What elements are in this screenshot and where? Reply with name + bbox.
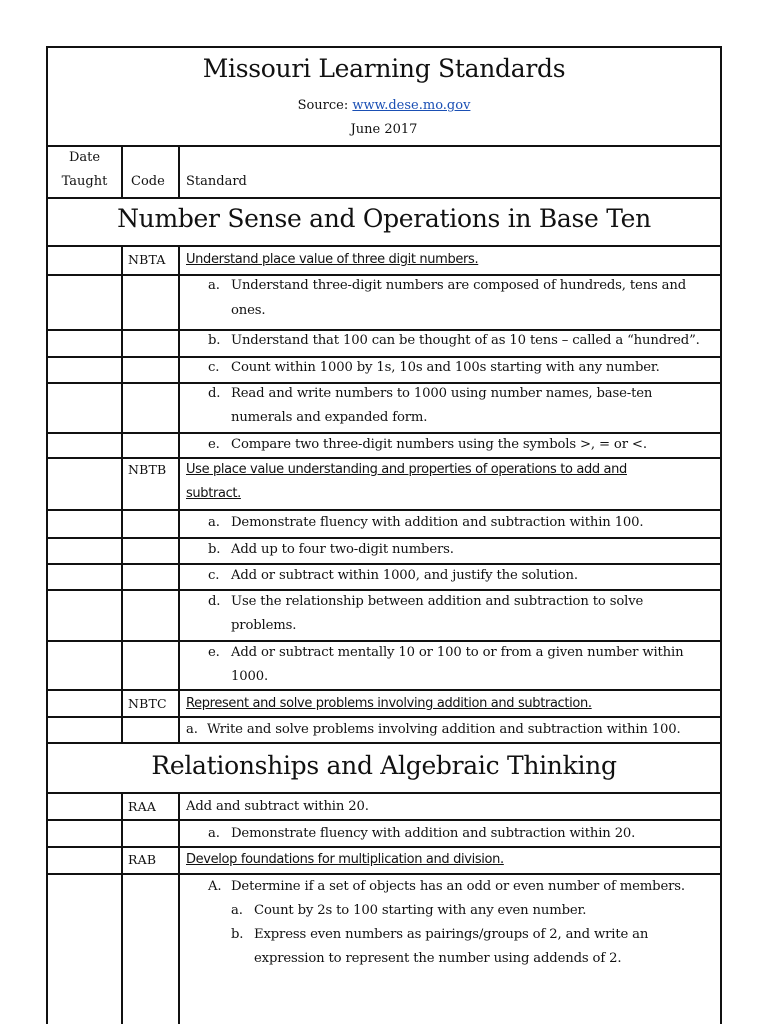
rule xyxy=(46,689,722,691)
section-title-number-sense: Number Sense and Operations in Base Ten xyxy=(117,204,651,233)
rule xyxy=(46,509,722,511)
item-marker: a. xyxy=(208,826,220,841)
col-rule-2 xyxy=(178,792,180,1024)
standard-heading-nbtb-cont: subtract. xyxy=(186,486,241,501)
rule xyxy=(46,846,722,848)
standard-item: Demonstrate fluency with addition and subtraction within 100. xyxy=(231,515,644,530)
standard-item-cont: expression to represent the number using addends of 2. xyxy=(254,951,622,966)
code-rab: RAB xyxy=(128,852,157,867)
item-marker: c. xyxy=(208,360,220,375)
standard-heading-nbtc: Represent and solve problems involving addition and subtraction. xyxy=(186,696,592,711)
item-marker: e. xyxy=(208,645,220,660)
rule xyxy=(46,537,722,539)
rule xyxy=(46,563,722,565)
standard-item: Determine if a set of objects has an odd or even number of members. xyxy=(231,879,685,894)
item-marker: a. xyxy=(208,515,220,530)
table-frame xyxy=(46,46,722,1024)
rule-section2-bottom xyxy=(46,792,722,794)
col-rule-2 xyxy=(178,145,180,197)
item-marker: a. xyxy=(186,722,198,737)
rule xyxy=(46,640,722,642)
rule xyxy=(46,457,722,459)
standard-item: Compare two three-digit numbers using the symbols >, = or <. xyxy=(231,437,647,452)
item-marker: b. xyxy=(208,333,221,348)
code-raa: RAA xyxy=(128,799,157,814)
code-nbta: NBTA xyxy=(128,252,166,267)
rule-top xyxy=(46,46,722,48)
standard-item: Understand three-digit numbers are composed of hundreds, tens and xyxy=(231,278,687,293)
standard-item: Count by 2s to 100 starting with any even number. xyxy=(254,903,587,918)
item-marker: e. xyxy=(208,437,220,452)
standard-item-cont: ones. xyxy=(231,303,266,318)
code-nbtb: NBTB xyxy=(128,462,167,477)
col-rule-1 xyxy=(121,792,123,1024)
col-rule-1 xyxy=(121,245,123,742)
standard-item: Understand that 100 can be thought of as 10 tens – called a “hundred”. xyxy=(231,333,700,348)
rule xyxy=(46,819,722,821)
rule-section1-bottom xyxy=(46,245,722,247)
rule xyxy=(46,382,722,384)
item-marker: d. xyxy=(208,594,221,609)
rule-columns-bottom xyxy=(46,197,722,199)
code-nbtc: NBTC xyxy=(128,696,167,711)
rule xyxy=(46,873,722,875)
col-rule-1 xyxy=(121,145,123,197)
col-rule-2 xyxy=(178,245,180,742)
standard-heading-rab: Develop foundations for multiplication and division. xyxy=(186,852,504,867)
standard-item: Read and write numbers to 1000 using number names, base-ten xyxy=(231,386,653,401)
section-title-relationships: Relationships and Algebraic Thinking xyxy=(151,751,617,780)
standard-item: Add or subtract within 1000, and justify the solution. xyxy=(231,568,578,583)
standards-document xyxy=(46,46,722,1026)
column-header-standard: Standard xyxy=(186,174,247,189)
standard-item: Count within 1000 by 1s, 10s and 100s starting with any number. xyxy=(231,360,660,375)
item-marker: a. xyxy=(208,278,220,293)
rule-section2-top xyxy=(46,742,722,744)
rule xyxy=(46,356,722,358)
item-marker: b. xyxy=(208,542,221,557)
source-link[interactable]: www.dese.mo.gov xyxy=(352,98,471,113)
column-header-taught: Taught xyxy=(61,174,108,189)
standard-item: Express even numbers as pairings/groups of 2, and write an xyxy=(254,927,649,942)
document-date: June 2017 xyxy=(350,122,418,137)
item-marker: b. xyxy=(231,927,244,942)
standard-item-cont: numerals and expanded form. xyxy=(231,410,428,425)
rule xyxy=(46,432,722,434)
source-line xyxy=(46,98,722,113)
standard-item-cont: problems. xyxy=(231,618,297,633)
standard-item: Add up to four two-digit numbers. xyxy=(231,542,454,557)
standard-item: Write and solve problems involving addition and subtraction within 100. xyxy=(207,722,681,737)
standard-item: Add or subtract mentally 10 or 100 to or from a given number within xyxy=(231,645,684,660)
standard-item: Use the relationship between addition and subtraction to solve xyxy=(231,594,644,609)
rule xyxy=(46,329,722,331)
item-marker: d. xyxy=(208,386,221,401)
rule-header-bottom xyxy=(46,145,722,147)
document-title: Missouri Learning Standards xyxy=(202,54,566,83)
column-header-code: Code xyxy=(131,174,165,189)
column-header-date: Date xyxy=(68,150,101,165)
rule xyxy=(46,274,722,276)
item-marker: A. xyxy=(208,879,222,894)
standard-heading-nbtb: Use place value understanding and properties of operations to add and xyxy=(186,462,627,477)
standard-item-cont: 1000. xyxy=(231,669,269,684)
standard-heading-raa: Add and subtract within 20. xyxy=(186,799,369,814)
item-marker: a. xyxy=(231,903,243,918)
standard-item: Demonstrate fluency with addition and subtraction within 20. xyxy=(231,826,636,841)
rule xyxy=(46,716,722,718)
source-label: Source: xyxy=(297,98,349,113)
item-marker: c. xyxy=(208,568,220,583)
rule xyxy=(46,589,722,591)
standard-heading-nbta: Understand place value of three digit numbers. xyxy=(186,252,479,267)
